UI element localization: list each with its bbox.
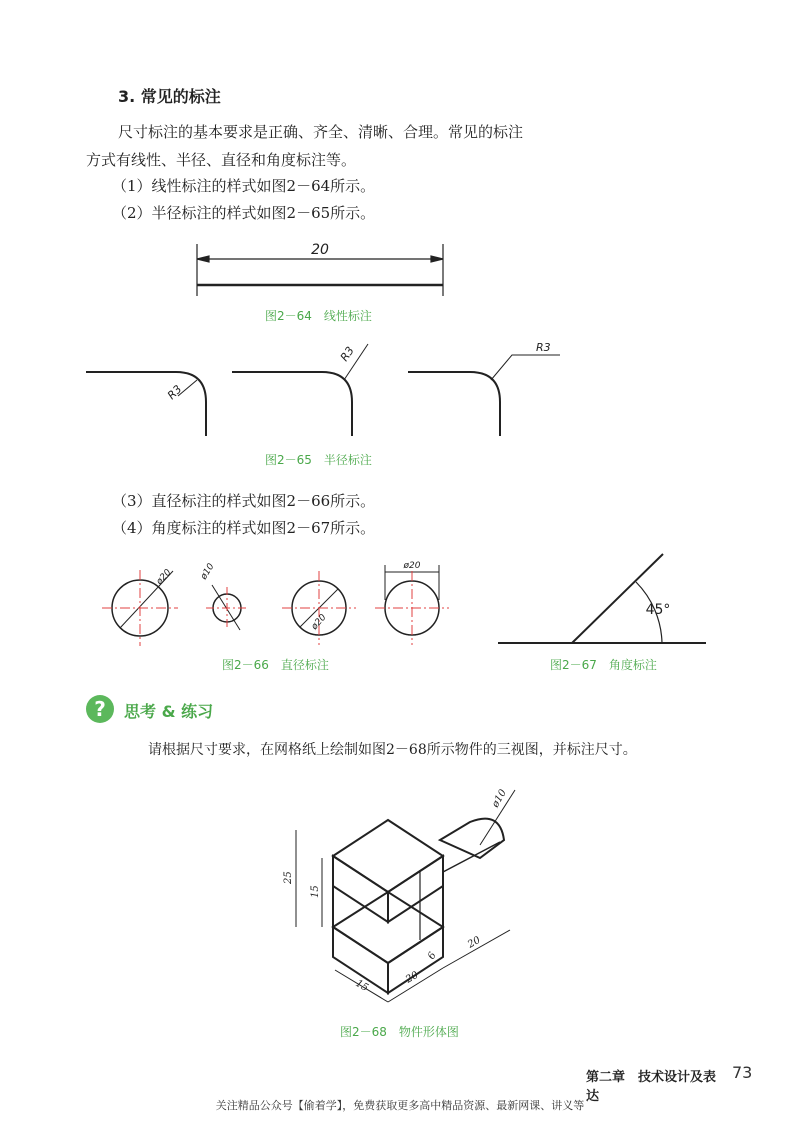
radius-figure-3 bbox=[408, 372, 500, 436]
promo-footer: 关注精品公众号【偷着学】，免费获取更多高中精品资源、最新网课、讲义等 bbox=[215, 1099, 585, 1112]
intro-paragraph-line1: 尺寸标注的基本要求是正确、齐全、清晰、合理。常见的标注 bbox=[118, 123, 524, 141]
object-dim-15-vertical: 15 bbox=[310, 885, 321, 898]
angle-figure bbox=[498, 554, 706, 643]
exercise-text: 请根据尺寸要求，在网格纸上绘制如图2－68所示物件的三视图，并标注尺寸。 bbox=[148, 742, 637, 758]
question-icon: ? bbox=[86, 695, 114, 723]
page-number: 73 bbox=[732, 1063, 753, 1082]
caption-fig-2-68: 图2－68 物件形体图 bbox=[340, 1025, 459, 1039]
intro-paragraph-line2: 方式有线性、半径、直径和角度标注等。 bbox=[86, 151, 357, 169]
caption-fig-2-65: 图2－65 半径标注 bbox=[265, 453, 372, 467]
radius-figure-2 bbox=[232, 372, 352, 436]
diameter-label-4: ø20 bbox=[403, 561, 421, 571]
section-heading: 3. 常见的标注 bbox=[118, 87, 221, 106]
object-dim-diameter: ø10 bbox=[490, 787, 509, 810]
diameter-label-3: ø20 bbox=[309, 612, 329, 633]
object-isometric-figure bbox=[333, 819, 504, 993]
item-linear: （1）线性标注的样式如图2－64所示。 bbox=[112, 177, 376, 195]
object-dim-20-side: 20 bbox=[466, 934, 483, 951]
object-dim-15-horizontal: 15 bbox=[353, 978, 371, 994]
object-dim-6: 6 bbox=[426, 950, 439, 962]
object-dim-20-front: 20 bbox=[404, 969, 421, 986]
think-practice-label: 思考 & 练习 bbox=[124, 702, 214, 721]
diameter-label-1: ø20 bbox=[154, 567, 174, 588]
radius-label-3: R3 bbox=[536, 341, 551, 354]
footer-chapter: 第二章 技术设计及表达 bbox=[586, 1070, 717, 1104]
item-diameter: （3）直径标注的样式如图2－66所示。 bbox=[112, 492, 376, 510]
radius-label-1: R3 bbox=[164, 382, 185, 403]
radius-label-2: R3 bbox=[337, 344, 357, 364]
angle-value: 45° bbox=[645, 602, 671, 618]
item-angle: （4）角度标注的样式如图2－67所示。 bbox=[112, 519, 376, 537]
object-dim-25: 25 bbox=[283, 871, 294, 884]
caption-fig-2-66: 图2－66 直径标注 bbox=[222, 658, 329, 672]
linear-value: 20 bbox=[311, 242, 329, 258]
item-radius: （2）半径标注的样式如图2－65所示。 bbox=[112, 204, 376, 222]
caption-fig-2-64: 图2－64 线性标注 bbox=[265, 309, 372, 323]
caption-fig-2-67: 图2－67 角度标注 bbox=[550, 658, 657, 672]
diameter-label-2: ø10 bbox=[199, 561, 217, 582]
radius-figure-1 bbox=[86, 372, 206, 436]
